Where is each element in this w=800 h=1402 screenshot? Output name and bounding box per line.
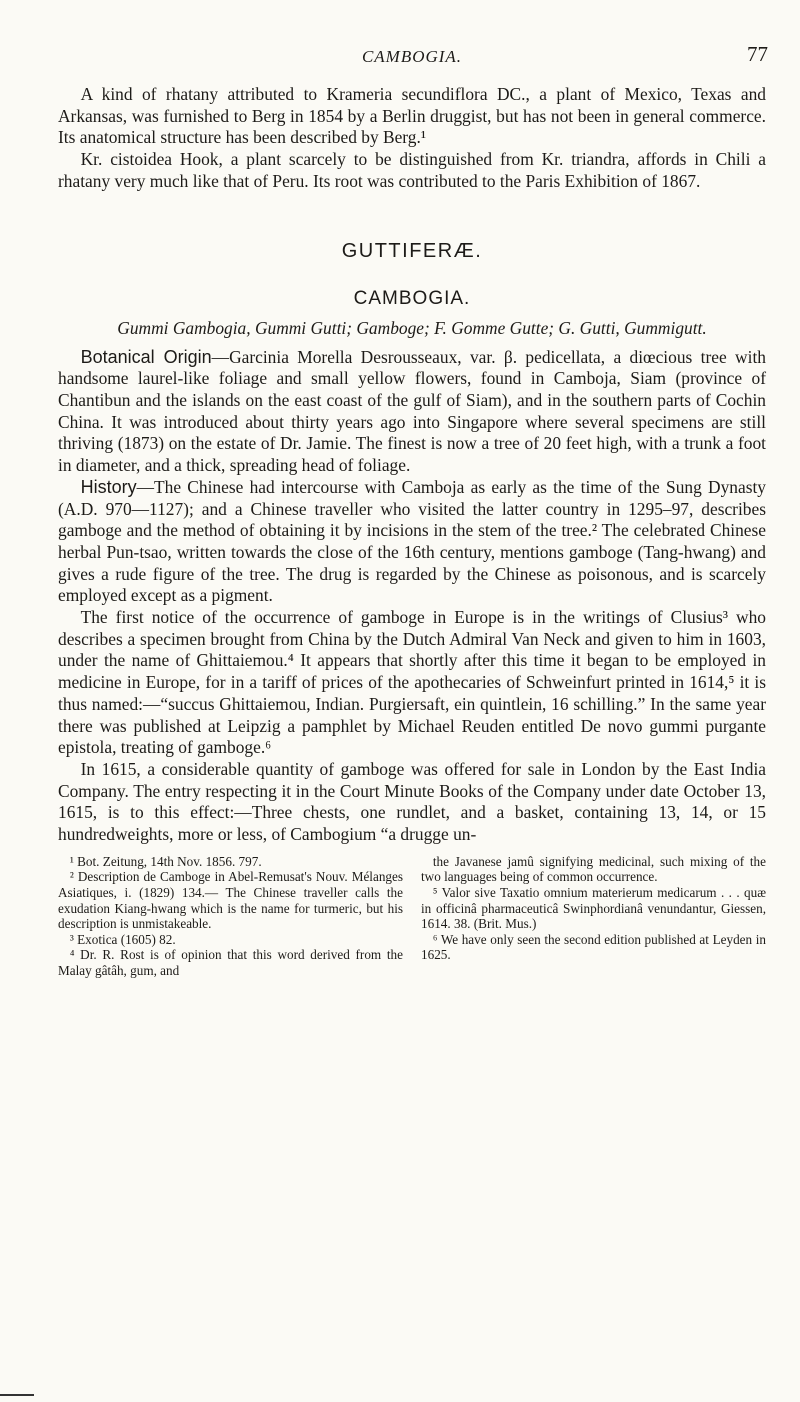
intro-paragraph: A kind of rhatany attributed to Krameria secundiflora DC., a plant of Mexico, Texas and Arkansas, was furnished to Berg in 1854 by a Berlin druggist, but has not been in general commerce. Its anatomical structure has been described by Berg.¹ (58, 84, 766, 148)
footnote: ² Description de Camboge in Abel-Remusat's Nouv. Mélanges Asiatiques, i. (1829) 134.— The Chinese traveller calls the exudation Kiang-hwang which is the name for turmeric, but his description is unmistakeable. (58, 869, 403, 932)
running-head (58, 42, 768, 72)
footnotes (58, 854, 766, 979)
page-number: 77 (747, 42, 768, 66)
history-heading: History (80, 476, 137, 497)
drug-synonyms: Gummi Gambogia, Gummi Gutti; Gamboge; F. Gomme Gutte; G. Gutti, Gummigutt. (117, 317, 707, 338)
drug-title: CAMBOGIA. (353, 288, 471, 310)
history-paragraph (58, 477, 766, 607)
footnotes-left-column (58, 854, 403, 979)
running-title: CAMBOGIA. (361, 47, 463, 66)
footnote: ¹ Bot. Zeitung, 14th Nov. 1856. 797. (69, 853, 262, 869)
history-paragraph: In 1615, a considerable quantity of gamboge was offered for sale in London by the East India Company. The entry respecting it in the Court Minute Books of the Company under date October 13, 1615, is to this effect:—Three chests, one rundlet, and a basket, containing 13, 14, or 15 hundredweights, more or less, of Cambogium “a drugge un- (58, 758, 766, 845)
footnote: ³ Exotica (1605) 82. (69, 931, 176, 947)
botanical-origin-heading: Botanical Origin (80, 346, 212, 367)
footnote: the Javanese jamû signifying medicinal, such mixing of the two languages being of common occurrence. (421, 853, 766, 885)
botanical-origin-paragraph (58, 347, 766, 477)
footnotes-right-column (421, 854, 766, 979)
footnote: ⁶ We have only seen the second edition published at Leyden in 1625. (421, 931, 766, 963)
botanical-origin-text: —Garcinia Morella Desrousseaux, var. β. pedicellata, a diœcious tree with handsome laurel-like foliage and small yellow flowers, found in Camboja, Siam (province of Chantibun and the islands on the east coast of the gulf of Siam), and in the southern parts of Cochin China. It was introduced about thirty years ago into Singapore where several specimens are still thriving (1873) on the estate of Dr. Jamie. The finest is now a tree of 20 feet high, with a trunk a foot in diameter, and a thick, spreading head of foliage. (58, 346, 766, 476)
footnote: ⁴ Dr. R. Rost is of opinion that this word derived from the Malay gâtâh, gum, and (58, 947, 403, 978)
book-page (58, 42, 768, 979)
history-paragraph: The first notice of the occurrence of gamboge in Europe is in the writings of Clusius³ who describes a specimen brought from China by the Dutch Admiral Van Neck and given to him in 1603, under the name of Ghittaiemou.⁴ It appears that shortly after this time it began to be employed in medicine in Europe, for in a tariff of prices of the apothecaries of Schweinfurt printed in 1614,⁵ it is thus named:—“succus Ghittaiemou, Indian. Purgiersaft, ein quintlein, 16 schilling.” In the same year there was published at Leipzig a pamphlet by Michael Reuden entitled De novo gummi purgante epistola, treating of gamboge.⁶ (58, 607, 766, 758)
section-title: GUTTIFERÆ. (341, 239, 483, 262)
history-text: —The Chinese had intercourse with Camboja as early as the time of the Sung Dynasty (A.D. 970—1127); and a Chinese traveller who visited the latter country in 1295–97, describes gamboge and the method of obtaining it by incisions in the stem of the tree.² The celebrated Chinese herbal Pun-tsao, written towards the close of the 16th century, mentions gamboge (Tang-hwang) and gives a rude figure of the tree. The drug is regarded by the Chinese as poisonous, and is scarcely employed except as a pigment. (58, 476, 766, 606)
footnote: ⁵ Valor sive Taxatio omnium materierum medicarum . . . quæ in officinâ pharmaceuticâ Swinphordianâ venundantur, Giessen, 1614. 38. (Brit. Mus.) (421, 884, 766, 932)
intro-paragraph: Kr. cistoidea Hook, a plant scarcely to be distinguished from Kr. triandra, affords in Chili a rhatany very much like that of Peru. Its root was contributed to the Paris Exhibition of 1867. (58, 149, 766, 191)
page-edge-mark (0, 1394, 34, 1396)
